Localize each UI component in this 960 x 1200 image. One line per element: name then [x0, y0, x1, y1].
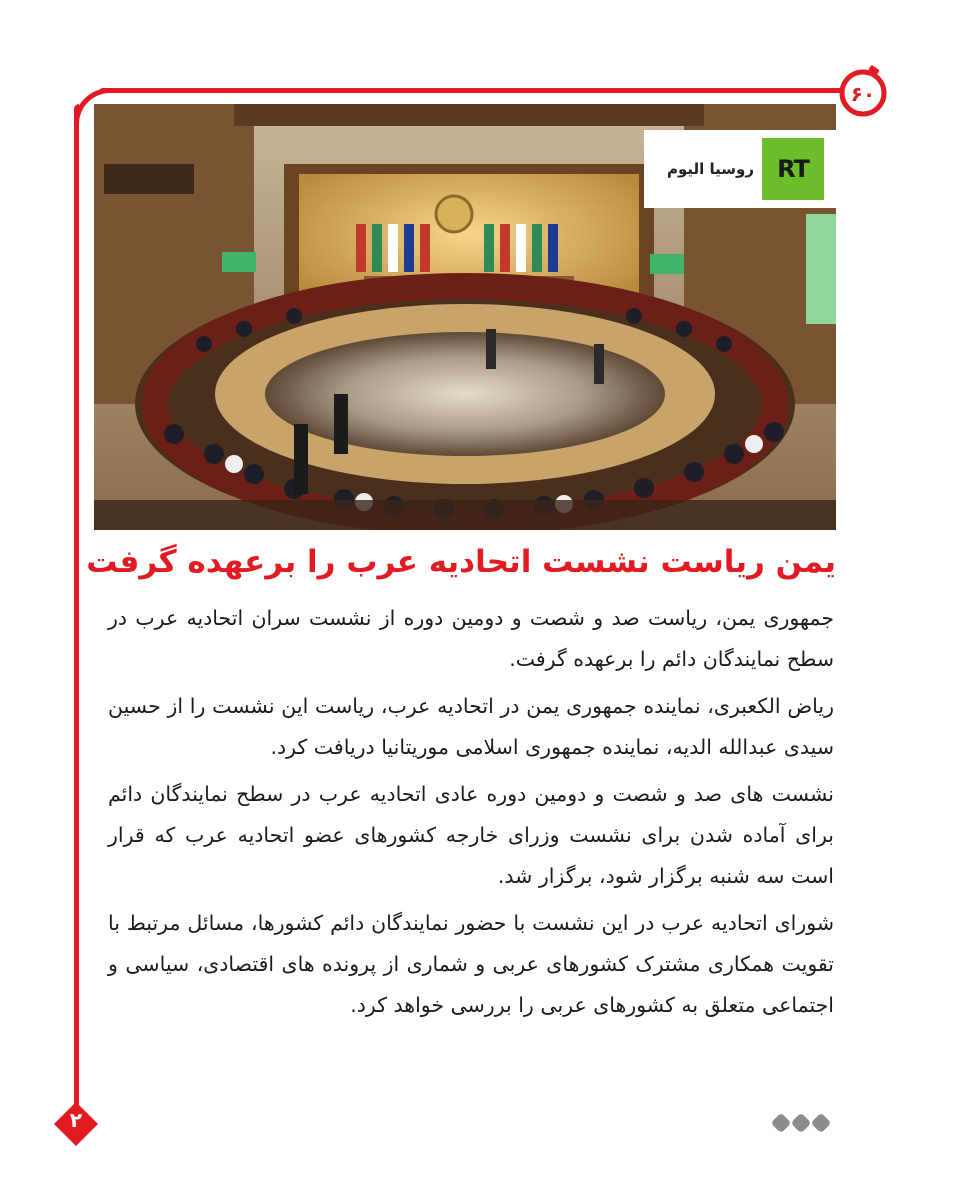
source-watermark [644, 130, 836, 208]
article-body [108, 598, 834, 1032]
article-paragraph: ریاض الکعبری، نماینده جمهوری یمن در اتحادیه عرب، ریاست این نشست را از حسین سیدی عبدالله الدیه، نماینده جمهوری اسلامی موریتانیا دریافت کرد. [108, 694, 834, 759]
source-name: روسیا الیوم [667, 160, 754, 178]
more-dots-icon [772, 1114, 830, 1134]
brand-logo-text: ۶۰ [850, 82, 876, 106]
article-paragraph: نشست های صد و شصت و دومین دوره عادی اتحادیه عرب در سطح نمایندگان دائم برای آماده شدن برای نشست وزرای خارجه کشورهای عضو اتحادیه عرب که قرار است سه شنبه برگزار شود، برگزار شد. [108, 782, 834, 888]
page-number-badge [52, 1100, 100, 1148]
frame-left-line [74, 104, 79, 1114]
page-number: ۲ [69, 1108, 83, 1132]
article-paragraph: شورای اتحادیه عرب در این نشست با حضور نمایندگان دائم کشورها، مسائل مرتبط با تقویت همکاری مشترک کشورهای عربی و شماری از پرونده های اقتصادی، سیاسی و اجتماعی متعلق به کشورهای عربی را بررسی خواهد کرد. [108, 911, 834, 1017]
article-headline: یمن ریاست نشست اتحادیه عرب را برعهده گرفت [86, 544, 836, 580]
article-paragraph: جمهوری یمن، ریاست صد و شصت و دومین دوره از نشست سران اتحادیه عرب در سطح نمایندگان دائم را برعهده گرفت. [108, 606, 834, 671]
frame-top-line [98, 88, 848, 93]
rt-logo: RT [762, 138, 824, 200]
brand-logo-60 [836, 64, 890, 118]
